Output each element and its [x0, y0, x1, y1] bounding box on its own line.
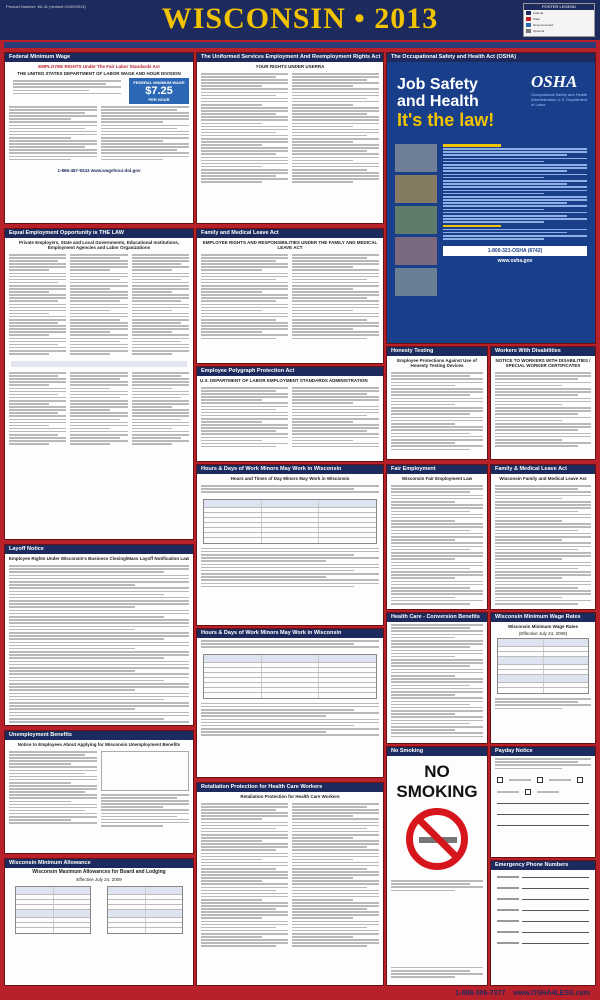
legend-row: Optional: [524, 28, 594, 34]
payday-checkbox[interactable]: [525, 789, 531, 795]
health-care-panel: [386, 612, 488, 744]
osha-panel: [386, 52, 596, 344]
photo-icon: [395, 268, 437, 296]
headline-health: and Health: [397, 93, 479, 110]
swatch-icon: [526, 29, 531, 33]
panel-subtitle: Wisconsin Minimum Wage Rates: [507, 624, 579, 629]
fill-in-line[interactable]: [497, 814, 589, 815]
no-smoking-icon: [406, 808, 468, 870]
photo-icon: [395, 144, 437, 172]
honesty-panel: [386, 346, 488, 460]
panel-title: Fair Employment: [387, 465, 487, 474]
userra-panel: [196, 52, 384, 224]
panel-subtitle: Notice to Employees About Applying for Wisconsin Unemployment Benefits: [17, 742, 181, 747]
eeo-panel: [4, 228, 194, 540]
footer-phone: 1-888-306-7377: [455, 989, 506, 997]
no-smoking-sign-text: NO SMOKING: [396, 762, 478, 801]
poster-legend: [523, 3, 595, 37]
hours-table: [203, 499, 377, 544]
swatch-icon: [526, 17, 531, 21]
wage-box: FEDERAL MINIMUM WAGE $7.25 PER HOUR: [129, 78, 189, 104]
wage-value: $7.25: [145, 85, 173, 97]
min-allowance-panel: [4, 858, 194, 986]
panel-title: No Smoking: [387, 747, 487, 756]
dept-heading: THE UNITED STATES DEPARTMENT OF LABOR WAGE AND HOUR DIVISION: [17, 71, 181, 76]
payday-checkbox[interactable]: [577, 777, 583, 783]
panel-title: Layoff Notice: [5, 545, 193, 554]
panel-title: Equal Employment Opportunity is THE LAW: [5, 229, 193, 238]
photo-icon: [395, 237, 437, 265]
panel-title: Workers With Disabilities: [491, 347, 595, 356]
fill-in-line[interactable]: [522, 888, 589, 889]
hours-minors-panel-2: [196, 628, 384, 778]
panel-title: The Uniformed Services Employment And Reemployment Rights Act: [197, 53, 383, 62]
disabilities-panel: [490, 346, 596, 460]
panel-title: Employee Polygraph Protection Act: [197, 367, 383, 376]
panel-subtitle: Employee Rights Under Wisconsin's Business Closing/Mass Layoff Notification Law: [8, 556, 190, 561]
poster-header: [0, 0, 600, 40]
headline-job: Job Safety: [397, 76, 478, 93]
federal-min-wage-panel: [4, 52, 194, 224]
no-smoking-panel: [386, 746, 488, 986]
fill-in-line[interactable]: [522, 899, 589, 900]
swatch-icon: [526, 11, 531, 15]
allowance-table: [107, 886, 183, 934]
osha-logo: OSHA: [531, 72, 578, 91]
swatch-icon: [526, 23, 531, 27]
fill-in-line[interactable]: [522, 877, 589, 878]
effective-date: Effective July 24, 2009: [76, 877, 122, 882]
panel-subtitle: YOUR RIGHTS UNDER USERRA: [255, 64, 325, 69]
panel-title: Family and Medical Leave Act: [197, 229, 383, 238]
hours-table: [203, 654, 377, 699]
panel-title: Health Care - Conversion Benefits: [387, 613, 487, 622]
panel-title: The Occupational Safety and Health Act (OSHA): [387, 53, 595, 62]
panel-title: Unemployment Benefits: [5, 731, 193, 740]
allowance-table: [15, 886, 91, 934]
panel-title: Wisconsin Minimum Wage Rates: [491, 613, 595, 622]
panel-title: Emergency Phone Numbers: [491, 861, 595, 870]
payday-panel: [490, 746, 596, 858]
effective-date: (Effective July 24, 2009): [518, 631, 568, 636]
footer-brand[interactable]: www.OSHA4LESS.com: [513, 989, 590, 997]
fill-in-line[interactable]: [522, 910, 589, 911]
panel-subtitle: Hours and Times of Day Minors May Work in Wisconsin: [230, 476, 350, 481]
legend-row: Federal: [524, 10, 594, 16]
legend-title: POSTER LEGEND: [524, 4, 594, 10]
wage-rate-table: [497, 638, 589, 694]
hours-minors-panel-1: [196, 464, 384, 626]
panel-subtitle: EMPLOYEE RIGHTS AND RESPONSIBILITIES UNDER THE FAMILY AND MEDICAL LEAVE ACT: [202, 240, 378, 250]
osha-hero: [387, 62, 595, 138]
panel-title: Hours & Days of Work Minors May Work in Wisconsin: [197, 629, 383, 638]
panel-subtitle: Wisconsin Maximum Allowances for Board and Lodging: [32, 869, 166, 875]
payday-checkbox[interactable]: [497, 777, 503, 783]
fmla-wi-panel: [490, 464, 596, 610]
fmla-federal-panel: [196, 228, 384, 364]
osha-website: www.osha.gov: [497, 257, 533, 264]
contact-line: 1-866-487-9243 www.wagehour.dol.gov: [57, 167, 141, 173]
osha-phone: 1-800-321-OSHA (6742): [443, 246, 587, 256]
poster-title: WISCONSIN • 2013: [161, 2, 439, 35]
panel-subtitle: U.S. DEPARTMENT OF LABOR EMPLOYMENT STANDARDS ADMINISTRATION: [200, 378, 368, 383]
emergency-panel: [490, 860, 596, 986]
fill-in-line[interactable]: [522, 921, 589, 922]
header-strip: [4, 42, 596, 48]
panel-title: Family & Medical Leave Act: [491, 465, 595, 474]
panel-title: Hours & Days of Work Minors May Work in Wisconsin: [197, 465, 383, 474]
legend-row: State: [524, 16, 594, 22]
panel-subtitle: Private Employers, State and Local Governments, Educational Institutions, Employment Agencies and Labor Organizations: [18, 240, 180, 250]
payday-checkbox[interactable]: [537, 777, 543, 783]
panel-title: Honesty Testing: [387, 347, 487, 356]
poster-footer: [4, 988, 596, 998]
retaliation-panel: [196, 782, 384, 986]
polygraph-panel: [196, 366, 384, 462]
panel-title: Federal Minimum Wage: [5, 53, 193, 62]
photo-icon: [395, 175, 437, 203]
layoff-panel: [4, 544, 194, 726]
panel-subtitle: Employee Protections Against Use of Honesty Testing Devices: [397, 358, 477, 368]
panel-title: Retaliation Protection for Health Care Workers: [197, 783, 383, 792]
panel-title: Wisconsin Minimum Allowance: [5, 859, 193, 868]
photo-icon: [395, 206, 437, 234]
employee-rights-heading: EMPLOYEE RIGHTS Under The Fair Labor Standards Act: [38, 64, 160, 69]
min-wage-rates-panel: [490, 612, 596, 744]
fill-in-line[interactable]: [522, 932, 589, 933]
osha-body: [387, 138, 595, 334]
panel-title: Payday Notice: [491, 747, 595, 756]
fill-in-line[interactable]: [522, 943, 589, 944]
unemployment-panel: [4, 730, 194, 854]
product-number: Product Number: WI-41 (revised 01/09/2013): [6, 4, 86, 9]
osha-agency: Occupational Safety and Health Administration U.S. Department of Labor: [531, 92, 588, 107]
legend-row: Recommended: [524, 22, 594, 28]
panel-subtitle: Wisconsin Fair Employment Law: [401, 476, 473, 481]
fill-in-line[interactable]: [497, 803, 589, 804]
headline-law: It's the law!: [397, 110, 495, 130]
panel-subtitle: NOTICE TO WORKERS WITH DISABILITIES / SPECIAL WORKER CERTIFICATES: [495, 358, 591, 368]
panel-subtitle: Retaliation Protection for Health Care Workers: [240, 794, 340, 799]
fill-in-line[interactable]: [497, 825, 589, 826]
fair-employment-panel: [386, 464, 488, 610]
panel-subtitle: Wisconsin Family and Medical Leave Act: [499, 476, 587, 481]
